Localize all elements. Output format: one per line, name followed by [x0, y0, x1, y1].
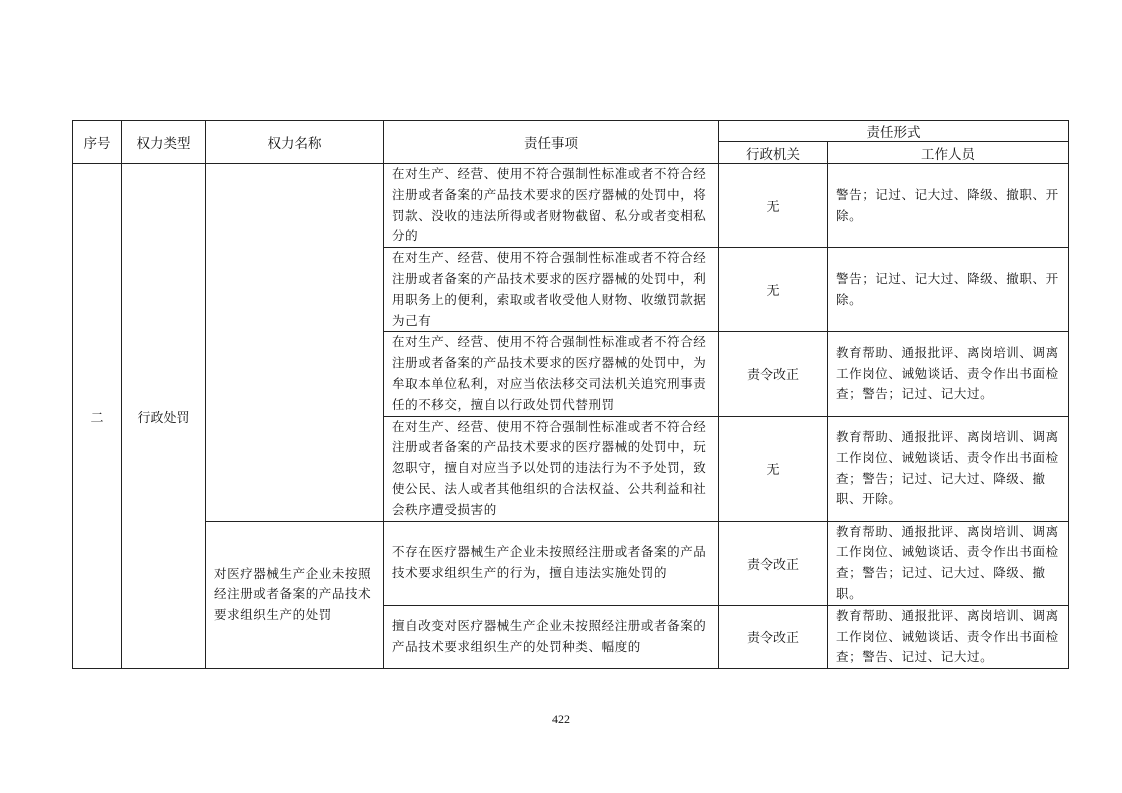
page-number: 422: [552, 712, 570, 726]
admin-org-cell: 无: [719, 416, 828, 521]
group-power-type-cell: 行政处罚: [122, 164, 206, 669]
staff-cell: 警告；记过、记大过、降级、撤职、开除。: [828, 164, 1069, 248]
responsibility-item-cell: 在对生产、经营、使用不符合强制性标准或者不符合经注册或者备案的产品技术要求的医疗器械的处罚中，为牟取本单位私利，对应当依法移交司法机关追究刑事责任的不移交，擅自以行政处罚代替刑罚: [384, 332, 719, 416]
table-row: [73, 164, 1069, 248]
admin-org-cell: 责令改正: [719, 521, 828, 605]
staff-cell: 教育帮助、通报批评、离岗培训、调离工作岗位、诫勉谈话、责令作出书面检查；警告；记过、记大过、降级、撤职。: [828, 521, 1069, 605]
staff-cell: 教育帮助、通报批评、离岗培训、调离工作岗位、诫勉谈话、责令作出书面检查；警告、记过、记大过。: [828, 605, 1069, 668]
admin-org-cell: 无: [719, 164, 828, 248]
header-row-1: [73, 121, 1069, 142]
header-power-name: 权力名称: [206, 121, 384, 164]
responsibility-item-cell: 在对生产、经营、使用不符合强制性标准或者不符合经注册或者备案的产品技术要求的医疗器械的处罚中，利用职务上的便利，索取或者收受他人财物、收缴罚款据为己有: [384, 248, 719, 332]
header-responsibility-form: 责任形式: [719, 121, 1069, 142]
staff-cell: 警告；记过、记大过、降级、撤职、开除。: [828, 248, 1069, 332]
header-staff: 工作人员: [828, 142, 1069, 164]
group-seq-cell: 二: [73, 164, 122, 669]
responsibility-item-cell: 在对生产、经营、使用不符合强制性标准或者不符合经注册或者备案的产品技术要求的医疗器械的处罚中，玩忽职守，擅自对应当予以处罚的违法行为不予处罚，致使公民、法人或者其他组织的合法权益、公共利益和社会秩序遭受损害的: [384, 416, 719, 521]
admin-org-cell: 责令改正: [719, 332, 828, 416]
responsibility-item-cell: 不存在医疗器械生产企业未按照经注册或者备案的产品技术要求组织生产的行为，擅自违法实施处罚的: [384, 521, 719, 605]
staff-cell: 教育帮助、通报批评、离岗培训、调离工作岗位、诫勉谈话、责令作出书面检查；警告；记过、记大过、降级、撤职、开除。: [828, 416, 1069, 521]
header-admin-org: 行政机关: [719, 142, 828, 164]
header-power-type: 权力类型: [122, 121, 206, 164]
table-row: [73, 521, 1069, 605]
admin-org-cell: 无: [719, 248, 828, 332]
responsibility-table: [72, 120, 1069, 669]
responsibility-item-cell: 擅自改变对医疗器械生产企业未按照经注册或者备案的产品技术要求组织生产的处罚种类、幅度的: [384, 605, 719, 668]
power-name-cell-empty: [206, 164, 384, 522]
header-responsibility-item: 责任事项: [384, 121, 719, 164]
power-name-cell: 对医疗器械生产企业未按照经注册或者备案的产品技术要求组织生产的处罚: [206, 521, 384, 669]
header-seq: 序号: [73, 121, 122, 164]
admin-org-cell: 责令改正: [719, 605, 828, 668]
responsibility-item-cell: 在对生产、经营、使用不符合强制性标准或者不符合经注册或者备案的产品技术要求的医疗器械的处罚中，将罚款、没收的违法所得或者财物截留、私分或者变相私分的: [384, 164, 719, 248]
staff-cell: 教育帮助、通报批评、离岗培训、调离工作岗位、诫勉谈话、责令作出书面检查；警告；记过、记大过。: [828, 332, 1069, 416]
